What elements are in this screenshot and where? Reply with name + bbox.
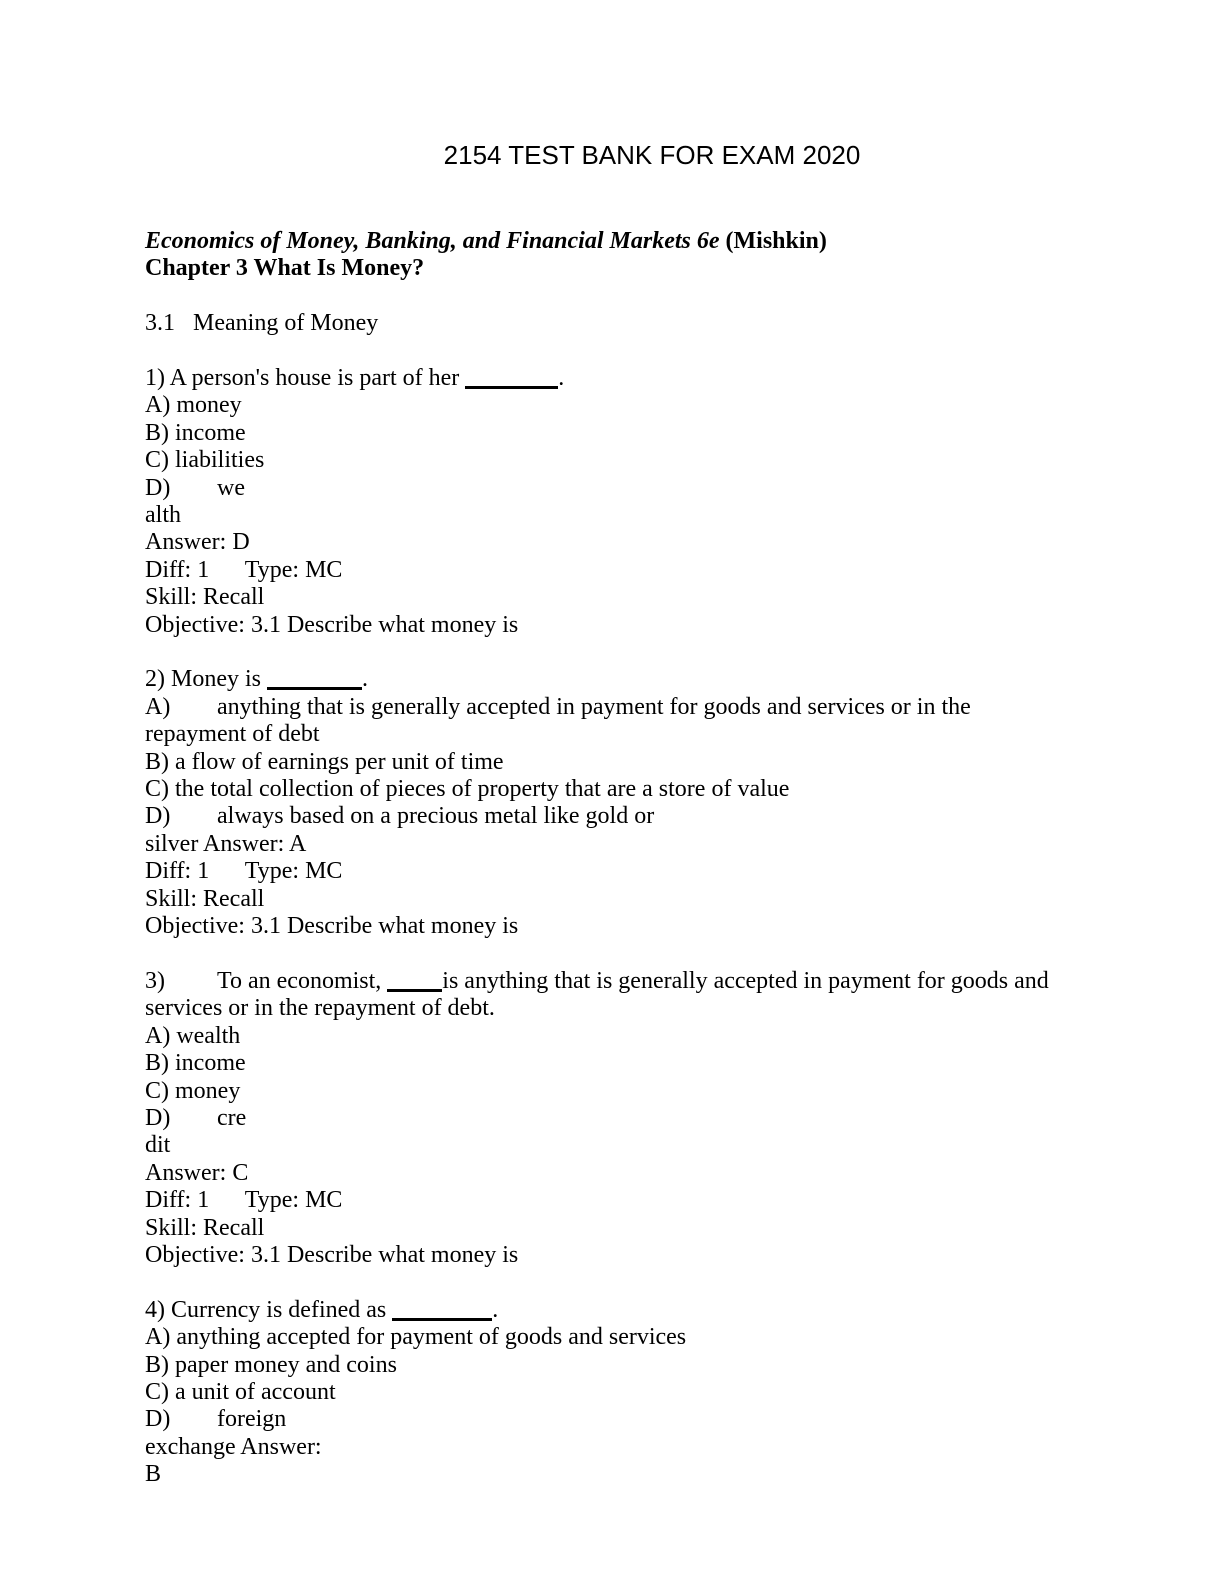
book-title-line	[145, 228, 1184, 255]
question-3	[145, 968, 1184, 1269]
book-header	[145, 228, 1184, 283]
text-line: D) cre	[145, 1104, 247, 1131]
text-line: Objective: 3.1 Describe what money is	[145, 611, 519, 638]
text-line: C) the total collection of pieces of property that are a store of value	[145, 776, 790, 803]
text-line: 3) To an economist, is anything that is generally accepted in payment for goods and	[145, 967, 1049, 994]
text-line: C) money	[145, 1077, 241, 1104]
text-line: dit	[145, 1132, 171, 1159]
text-line: Answer: C	[145, 1159, 249, 1186]
text-line: alth	[145, 502, 181, 529]
text-line: Diff: 1 Type: MC	[145, 858, 343, 885]
text-line: Diff: 1 Type: MC	[145, 1187, 343, 1214]
text-line: A) wealth	[145, 1022, 241, 1049]
text-line: B) a flow of earnings per unit of time	[145, 748, 504, 775]
text-line: B	[145, 1461, 162, 1488]
text-line: A) anything that is generally accepted in payment for goods and services or in the	[145, 693, 971, 720]
text-line: Objective: 3.1 Describe what money is	[145, 1241, 519, 1268]
chapter-heading: Chapter 3 What Is Money?	[145, 255, 425, 282]
text-line: Skill: Recall	[145, 885, 265, 912]
text-line: repayment of debt	[145, 721, 320, 748]
text-line: B) income	[145, 419, 246, 446]
text-line: B) paper money and coins	[145, 1351, 397, 1378]
text-line: Answer: D	[145, 529, 250, 556]
text-line: 2) Money is .	[145, 666, 368, 693]
question-4	[145, 1297, 1184, 1489]
text-line: services or in the repayment of debt.	[145, 995, 495, 1022]
text-line: 4) Currency is defined as .	[145, 1296, 499, 1323]
text-line: D) always based on a precious metal like gold or	[145, 803, 655, 830]
question-2	[145, 666, 1184, 940]
text-line: C) liabilities	[145, 447, 265, 474]
text-line: D) we	[145, 474, 245, 501]
text-line: silver Answer: A	[145, 830, 307, 857]
answer-blank	[387, 989, 442, 992]
text-line: A) anything accepted for payment of goods and services	[145, 1324, 687, 1351]
text-line: C) a unit of account	[145, 1378, 336, 1405]
text-line: Objective: 3.1 Describe what money is	[145, 913, 519, 940]
questions-list	[145, 365, 1184, 1489]
section-heading: 3.1 Meaning of Money	[145, 310, 379, 337]
answer-blank	[392, 1318, 492, 1321]
text-line: Skill: Recall	[145, 584, 265, 611]
answer-blank	[267, 687, 362, 690]
text-line: D) foreign	[145, 1406, 287, 1433]
text-line: Skill: Recall	[145, 1214, 265, 1241]
answer-blank	[465, 386, 558, 389]
text-line: A) money	[145, 392, 242, 419]
text-line: B) income	[145, 1050, 246, 1077]
text-line: Diff: 1 Type: MC	[145, 556, 343, 583]
book-author: (Mishkin)	[719, 228, 827, 254]
text-line: exchange Answer:	[145, 1433, 322, 1460]
question-1	[145, 365, 1184, 639]
book-title: Economics of Money, Banking, and Financial Markets 6e	[145, 228, 720, 254]
text-line: 1) A person's house is part of her .	[145, 365, 565, 391]
document-title: 2154 TEST BANK FOR EXAM 2020	[443, 140, 861, 170]
